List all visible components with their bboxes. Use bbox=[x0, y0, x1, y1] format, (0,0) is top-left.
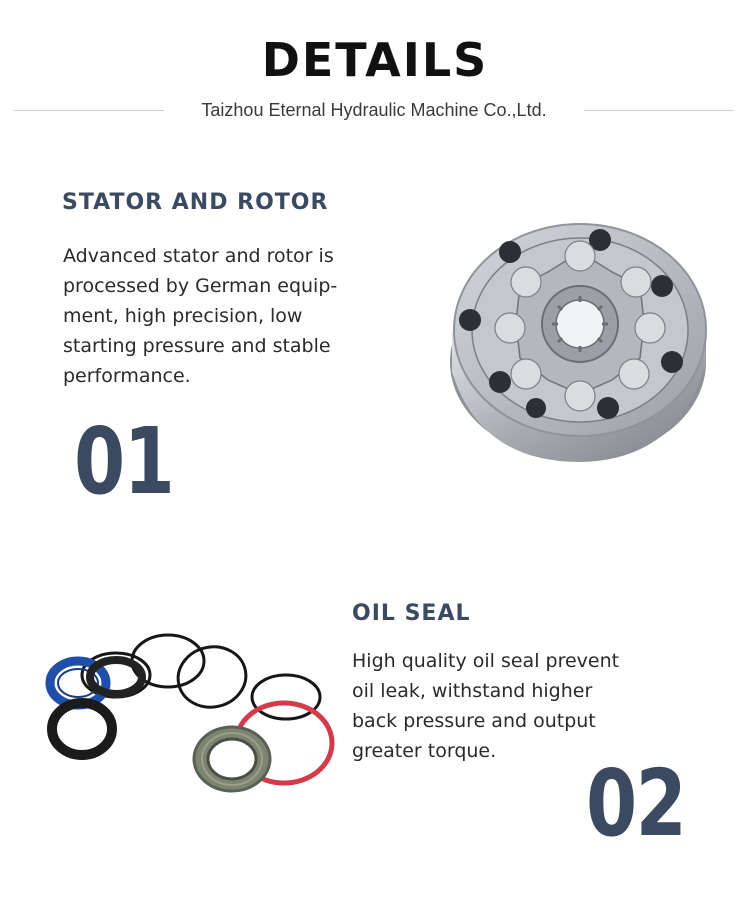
description-line: Advanced stator and rotor is bbox=[63, 245, 334, 267]
company-subtitle: Taizhou Eternal Hydraulic Machine Co.,Ltd. bbox=[201, 100, 547, 120]
description-line: ment, high precision, low bbox=[63, 305, 303, 327]
description-line: greater torque. bbox=[352, 740, 497, 762]
description-line: back pressure and output bbox=[352, 710, 596, 732]
description-line: High quality oil seal prevent bbox=[352, 650, 620, 672]
description-line: processed by German equip- bbox=[63, 275, 338, 297]
description-line: oil leak, withstand higher bbox=[352, 680, 593, 702]
section-heading: OIL SEAL bbox=[352, 601, 471, 626]
oil-seal-kit-image bbox=[38, 625, 338, 810]
divider-right bbox=[584, 110, 734, 111]
section-description bbox=[63, 241, 393, 391]
description-line: starting pressure and stable bbox=[63, 335, 331, 357]
description-line: performance. bbox=[63, 365, 191, 387]
page-title: DETAILS bbox=[261, 33, 489, 87]
stator-rotor-image bbox=[440, 212, 712, 474]
section-description bbox=[352, 646, 692, 766]
section-heading: STATOR AND ROTOR bbox=[62, 190, 329, 215]
divider-left bbox=[14, 110, 164, 111]
section-number: 01 bbox=[74, 408, 174, 515]
section-number: 02 bbox=[586, 750, 686, 857]
